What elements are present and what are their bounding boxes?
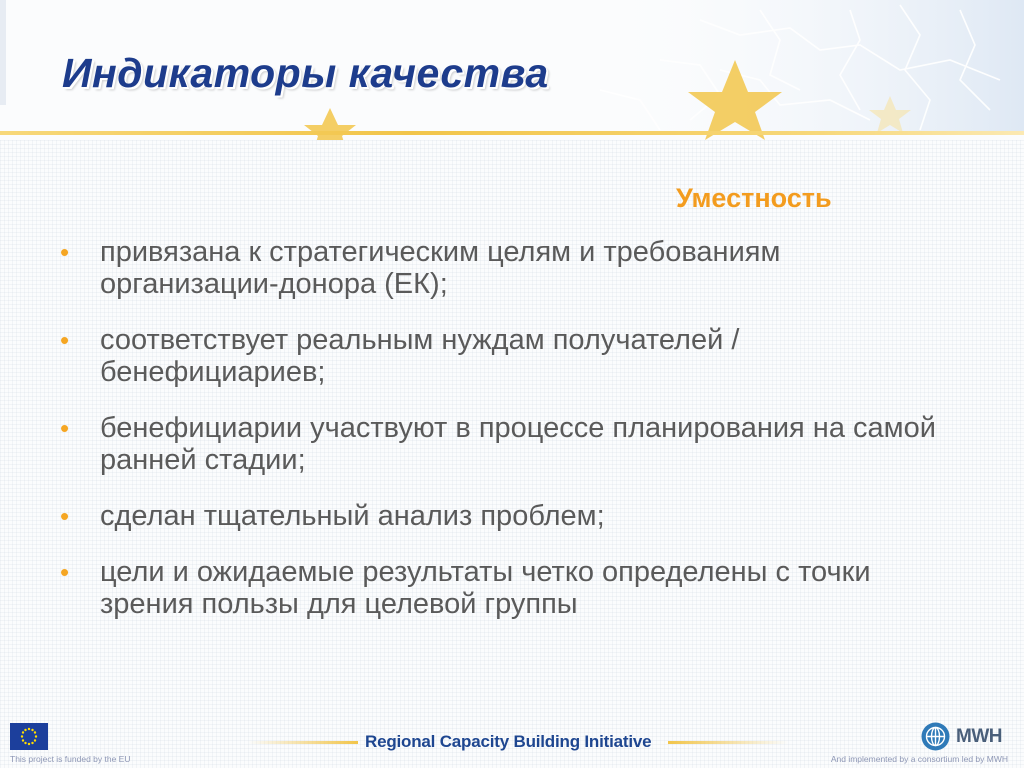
- list-item: • цели и ожидаемые результаты четко определены с точки зрения пользы для целевой группы: [60, 556, 960, 620]
- consortium-text: And implemented by a consortium led by MWH: [830, 754, 1008, 764]
- section-subtitle: Уместность: [676, 183, 832, 213]
- footer-line-right: [668, 741, 788, 744]
- list-item: • бенефициарии участвуют в процессе планирования на самой ранней стадии;: [60, 412, 960, 476]
- bullet-list: [60, 236, 960, 644]
- list-item: • соответствует реальным нуждам получателей / бенефициариев;: [60, 324, 960, 388]
- eu-flag-icon: [10, 723, 48, 750]
- initiative-name: Regional Capacity Building Initiative: [365, 732, 652, 751]
- header-divider: [0, 131, 1024, 135]
- list-item: • сделан тщательный анализ проблем;: [60, 500, 960, 532]
- mwh-globe-icon: [921, 722, 950, 751]
- funded-by-eu-text: This project is funded by the EU: [10, 754, 131, 764]
- footer-line-left: [248, 741, 358, 744]
- page-title: Индикаторы качества: [62, 50, 549, 96]
- slide-footer: [0, 716, 1024, 768]
- slide-header: [0, 0, 1024, 140]
- mwh-logo-text: MWH: [956, 726, 1002, 747]
- list-item: • привязана к стратегическим целям и требованиям организации-донора (ЕК);: [60, 236, 960, 300]
